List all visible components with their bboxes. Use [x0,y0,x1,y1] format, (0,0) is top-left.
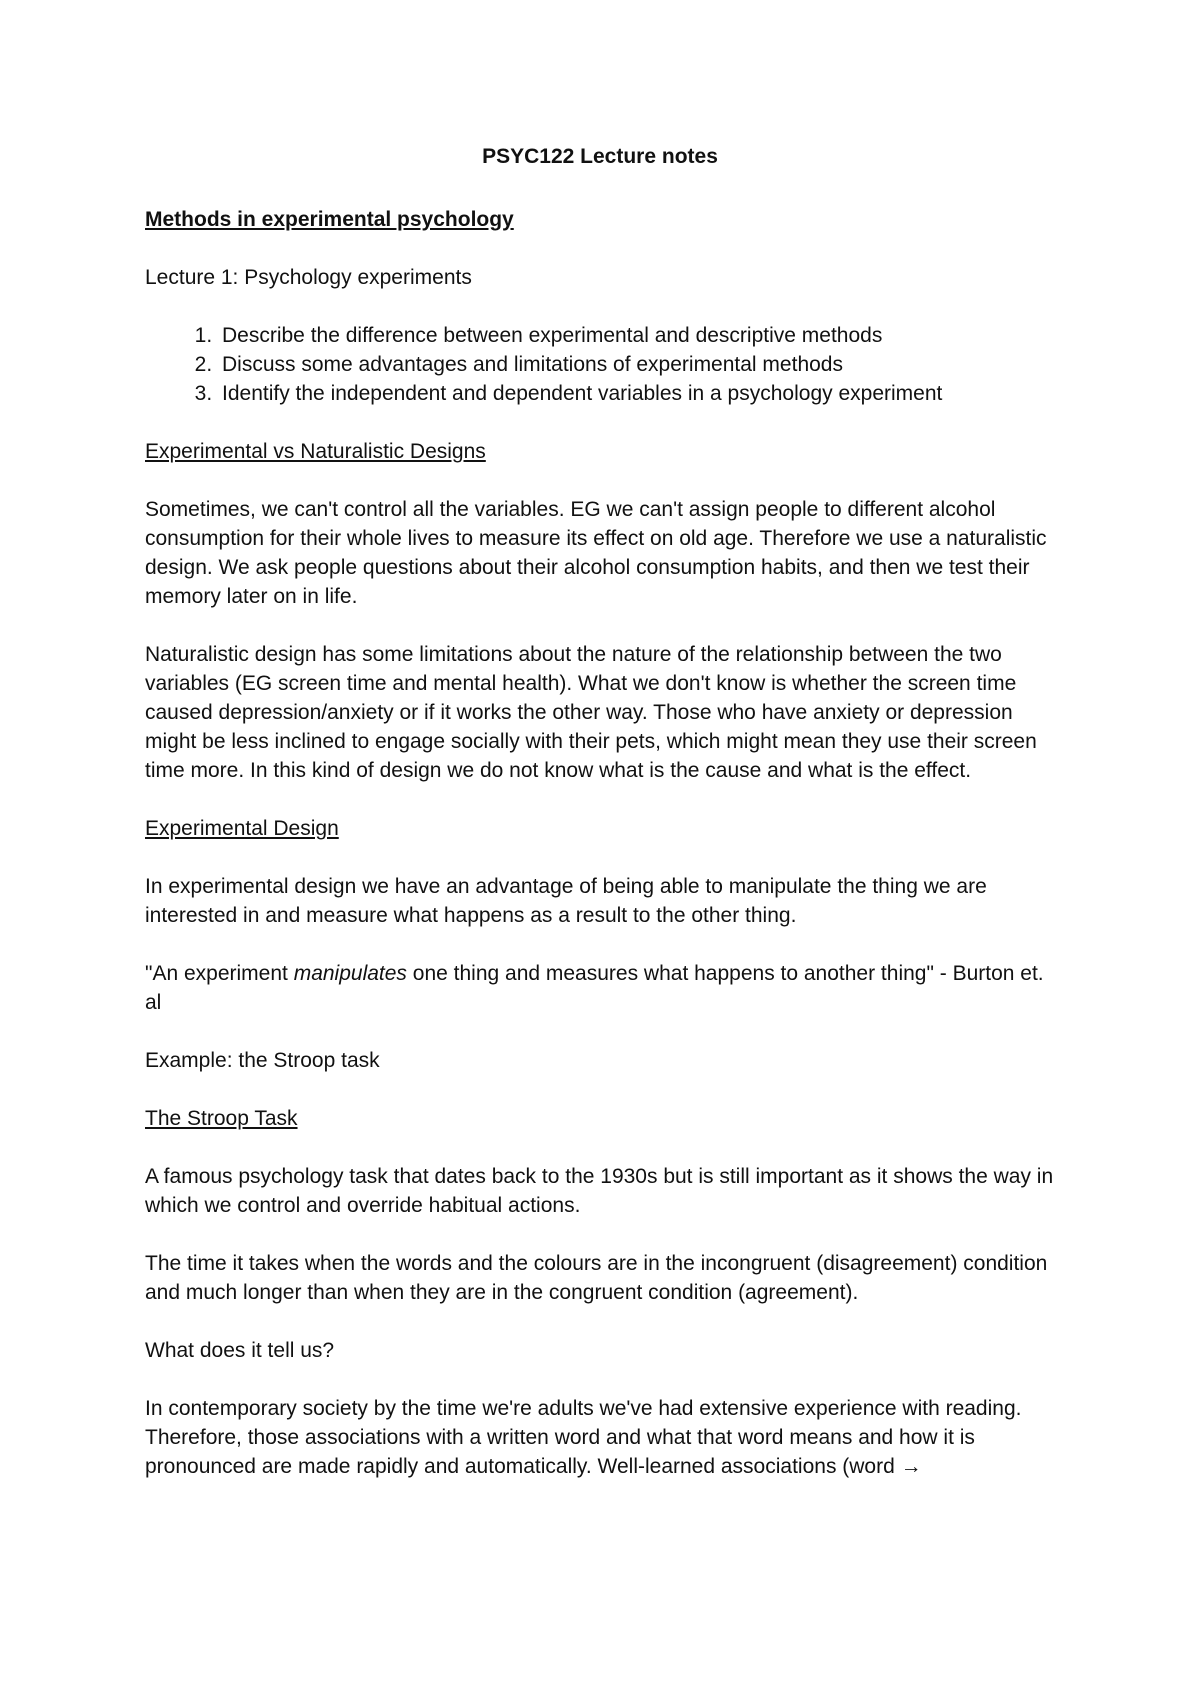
list-item: 2. Discuss some advantages and limitations of experimental methods [218,350,1065,379]
document-title: PSYC122 Lecture notes [482,145,718,168]
list-item: 3. Identify the independent and dependent variables in a psychology experiment [218,379,1065,408]
quote-emphasis: manipulates [293,962,407,985]
heading-stroop-task: The Stroop Task [145,1107,298,1130]
question-line: What does it tell us? [145,1339,335,1362]
lecture-title: Lecture 1: Psychology experiments [145,266,472,289]
objectives-list [145,321,1065,408]
paragraph: Naturalistic design has some limitations about the nature of the relationship between the two variables (EG screen time and mental health). What we don't know is whether the screen time caused depression/anxiety or if it works the other way. Those who have anxiety or depression might be less inclined to engage socially with their pets, which might mean they use their screen time more. In this kind of design we do not know what is the cause and what is the effect. [145,643,1037,782]
paragraph: Sometimes, we can't control all the variables. EG we can't assign people to different alcohol consumption for their whole lives to measure its effect on old age. Therefore we use a naturalistic design. We ask people questions about their alcohol consumption habits, and then we test their memory later on in life. [145,498,1047,608]
paragraph: In contemporary society by the time we're adults we've had extensive experience with reading. Therefore, those associations with a written word and what that word means and how it is pronounced are made rapidly and automatically. Well-learned associations (word → [145,1397,1022,1478]
quote-end: one thing and measures what happens to another thing" - Burton et. al [145,962,1044,1014]
list-item: 1. Describe the difference between experimental and descriptive methods [218,321,1065,350]
heading-experimental-vs-naturalistic: Experimental vs Naturalistic Designs [145,440,486,463]
document-page [145,142,1065,1510]
paragraph: In experimental design we have an advantage of being able to manipulate the thing we are interested in and measure what happens as a result to the other thing. [145,875,987,927]
heading-experimental-design: Experimental Design [145,817,339,840]
paragraph: The time it takes when the words and the colours are in the incongruent (disagreement) condition and much longer than when they are in the congruent condition (agreement). [145,1252,1048,1304]
quote-start: "An experiment [145,962,294,985]
example-line: Example: the Stroop task [145,1049,380,1072]
quote-paragraph [145,959,1065,1017]
paragraph: A famous psychology task that dates back to the 1930s but is still important as it shows the way in which we control and override habitual actions. [145,1165,1054,1217]
section-title: Methods in experimental psychology [145,208,514,231]
